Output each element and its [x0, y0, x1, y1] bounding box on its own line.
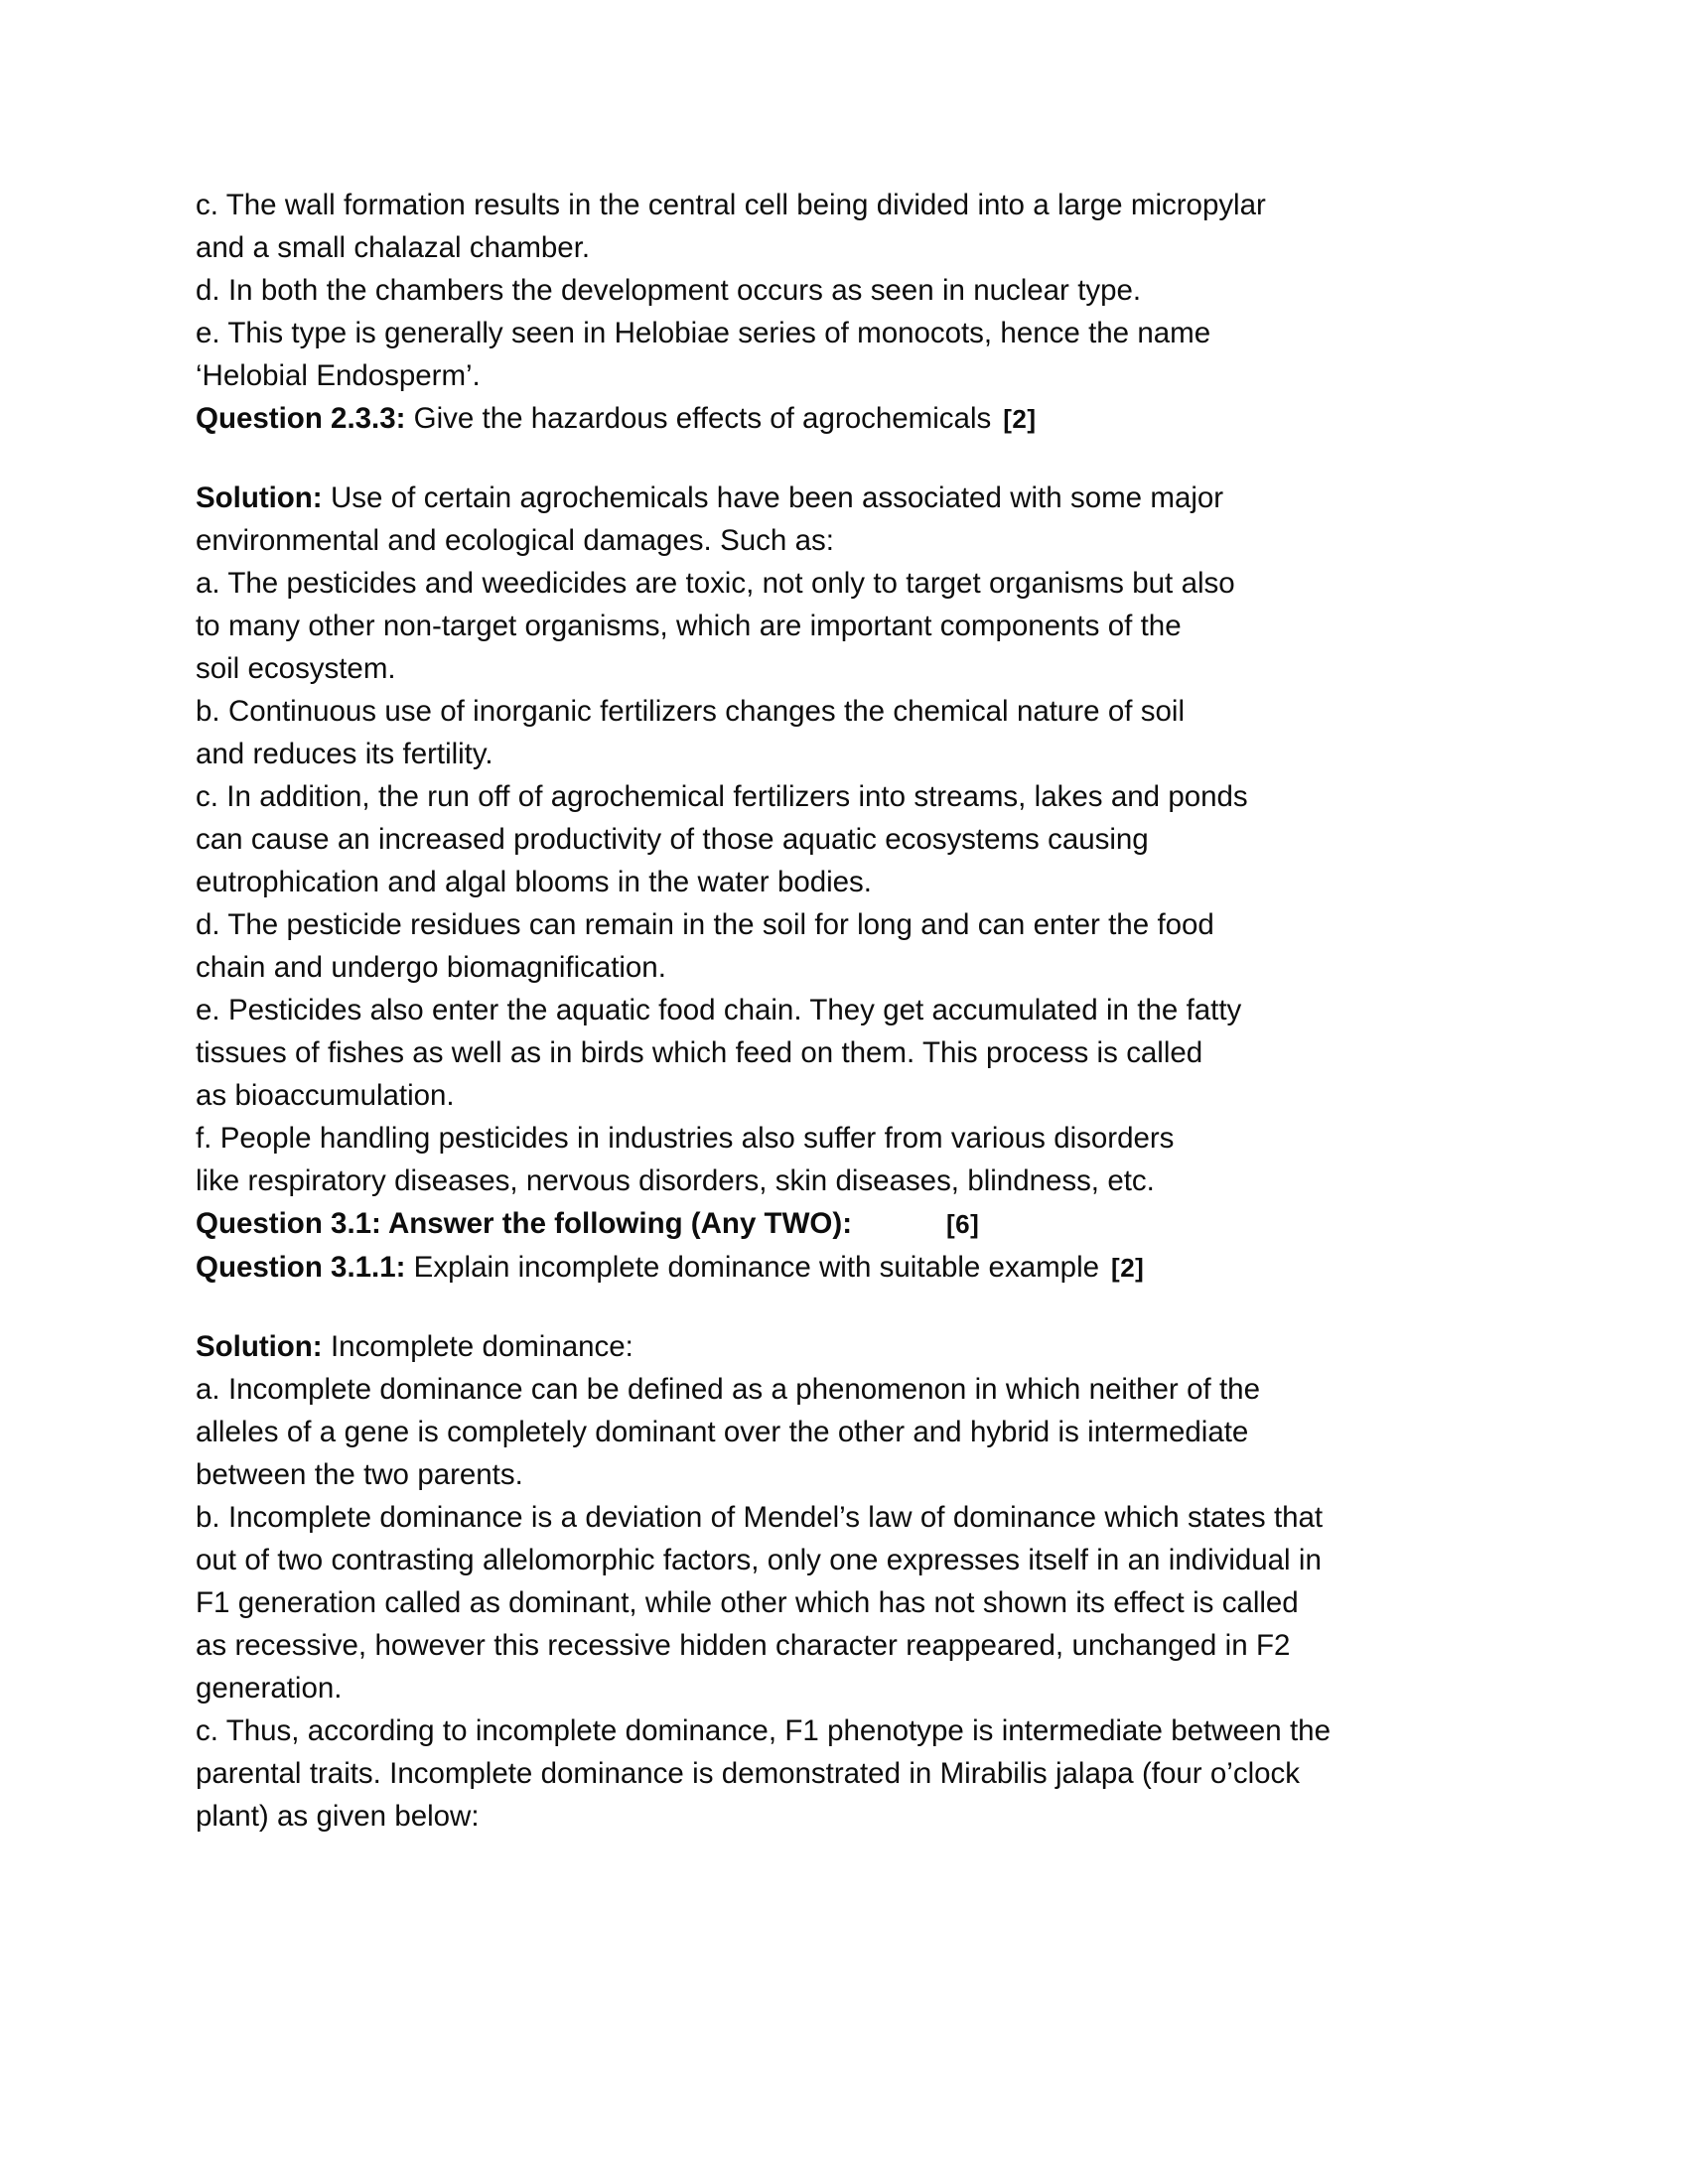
text-line: f. People handling pesticides in industries also suffer from various disorders [196, 1122, 1175, 1155]
text-line: e. This type is generally seen in Helobiae series of monocots, hence the name [196, 317, 1211, 349]
text-line: as bioaccumulation. [196, 1079, 455, 1112]
text-line: alleles of a gene is completely dominant over the other and hybrid is intermediate [196, 1416, 1249, 1448]
text-line: c. In addition, the run off of agrochemical fertilizers into streams, lakes and ponds [196, 780, 1248, 813]
text-line: can cause an increased productivity of those aquatic ecosystems causing [196, 823, 1149, 856]
text-line: ‘Helobial Endosperm’. [196, 359, 481, 392]
question-text: Question 3.1: Answer the following (Any TWO): [196, 1207, 853, 1240]
question-number-label: Question 3.1.1: [196, 1251, 406, 1284]
text-line: to many other non-target organisms, which are important components of the [196, 610, 1182, 642]
solution-first-line: Use of certain agrochemicals have been associated with some major [322, 481, 1224, 514]
text-line: d. The pesticide residues can remain in the soil for long and can enter the food [196, 908, 1214, 941]
marks-badge: [2] [1111, 1253, 1145, 1283]
text-line: generation. [196, 1672, 343, 1705]
text-line [196, 477, 1481, 519]
question-heading-3-1-1 [196, 1246, 1481, 1290]
marks-badge: [2] [1003, 404, 1037, 434]
text-line: and a small chalazal chamber. [196, 231, 591, 264]
solution-2-3-3 [196, 477, 1481, 1202]
text-line: environmental and ecological damages. Such as: [196, 524, 834, 557]
solution-label: Solution: [196, 1330, 323, 1363]
question-heading-2-3-3 [196, 397, 1481, 441]
solution-3-1-1 [196, 1325, 1481, 1838]
text-line: c. Thus, according to incomplete dominance, F1 phenotype is intermediate between the [196, 1714, 1331, 1747]
text-line: a. Incomplete dominance can be defined as a phenomenon in which neither of the [196, 1373, 1260, 1406]
question-number-label: Question 2.3.3: [196, 402, 406, 435]
document-body [196, 184, 1481, 1838]
text-line: between the two parents. [196, 1458, 523, 1491]
text-line [196, 1325, 1481, 1368]
text-line: b. Incomplete dominance is a deviation of Mendel’s law of dominance which states that [196, 1501, 1324, 1534]
text-line: d. In both the chambers the development occurs as seen in nuclear type. [196, 274, 1142, 307]
text-line: tissues of fishes as well as in birds which feed on them. This process is called [196, 1036, 1203, 1069]
text-line: as recessive, however this recessive hidden character reappeared, unchanged in F2 [196, 1629, 1291, 1662]
solution-label: Solution: [196, 481, 323, 514]
text-line: chain and undergo biomagnification. [196, 951, 666, 984]
text-line: soil ecosystem. [196, 652, 396, 685]
text-line: c. The wall formation results in the central cell being divided into a large micropylar [196, 189, 1266, 221]
text-line: plant) as given below: [196, 1800, 480, 1833]
question-heading-3-1 [196, 1202, 1481, 1246]
text-line: out of two contrasting allelomorphic factors, only one expresses itself in an individual in [196, 1544, 1322, 1576]
text-line: eutrophication and algal blooms in the water bodies. [196, 866, 872, 898]
text-line: parental traits. Incomplete dominance is demonstrated in Mirabilis jalapa (four o’clock [196, 1757, 1300, 1790]
text-line: b. Continuous use of inorganic fertilizers changes the chemical nature of soil [196, 695, 1185, 728]
text-line: like respiratory diseases, nervous disorders, skin diseases, blindness, etc. [196, 1164, 1155, 1197]
text-line: and reduces its fertility. [196, 738, 493, 770]
text-line: e. Pesticides also enter the aquatic food chain. They get accumulated in the fatty [196, 994, 1242, 1026]
marks-badge: [6] [946, 1209, 980, 1239]
question-text: Give the hazardous effects of agrochemicals [405, 402, 992, 435]
solution-first-line: Incomplete dominance: [322, 1330, 633, 1363]
text-line: F1 generation called as dominant, while other which has not shown its effect is called [196, 1586, 1299, 1619]
question-text: Explain incomplete dominance with suitable example [405, 1251, 1100, 1284]
paragraph-endosperm-continuation [196, 184, 1481, 397]
text-line: a. The pesticides and weedicides are toxic, not only to target organisms but also [196, 567, 1235, 600]
